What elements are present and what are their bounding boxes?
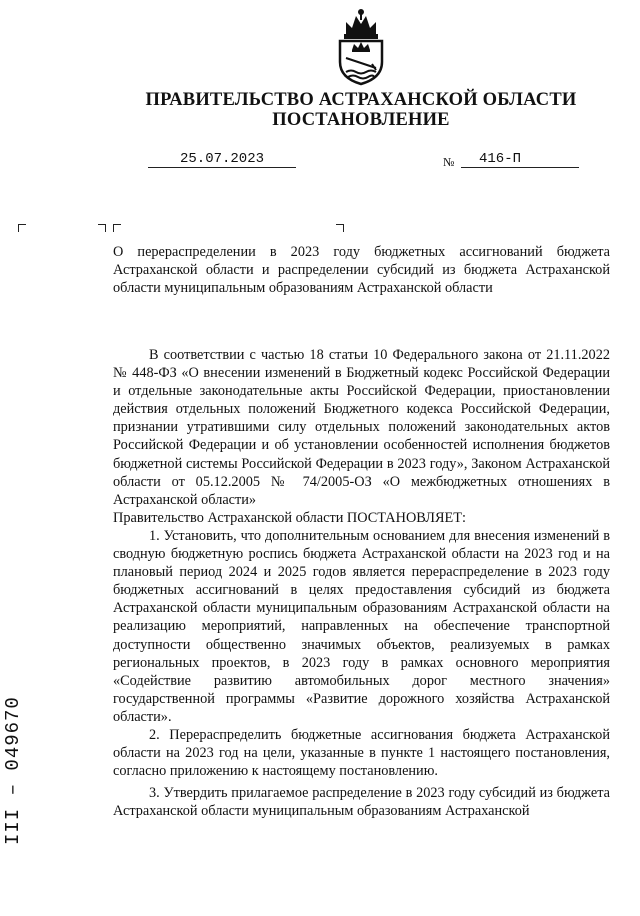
item-1-paragraph: 1. Установить, что дополнительным основанием для внесения изменений в сводную бюджетную роспись бюджета Астраханской области на 2023 год и на плановый период 2024 и 2025 годов является перераспределение в 2023 году бюджетных ассигнований в целях предоставления субсидий из бюджета Астраханской области муниципальным образованиям Астраханской области на реализацию мероприятий, направленных на обеспечение транспортной доступности общественно значимых объектов, реализуемых в рамках региональных проектов, в 2023 году в рамках основного мероприятия «Содействие развитию автомобильных дорог местного значения» государственной программы «Развитие дорожного хозяйства Астраханской области». (113, 527, 610, 725)
decree-line: Правительство Астраханской области ПОСТАНОВЛЯЕТ: (113, 509, 466, 526)
corner-mark-mid-1 (98, 224, 106, 232)
document-number: 416-П (461, 151, 579, 168)
document-subject: О перераспределении в 2023 году бюджетных ассигнований бюджета Астраханской области и распределении субсидий из бюджета Астраханской области муниципальным образованиям Астраханской области (113, 244, 610, 296)
number-sign: № (443, 155, 455, 169)
document-date: 25.07.2023 (148, 151, 296, 168)
item-2-paragraph: 2. Перераспределить бюджетные ассигнования бюджета Астраханской области на 2023 год на цели, указанные в пункте 1 настоящего постановления, согласно приложению к настоящему постановлению. (113, 726, 610, 780)
document-body (113, 346, 610, 820)
corner-mark-mid-2 (113, 224, 121, 232)
document-type-title: ПОСТАНОВЛЕНИЕ (272, 110, 450, 130)
coat-of-arms-icon (332, 8, 390, 86)
item-3-paragraph: 3. Утвердить прилагаемое распределение в 2023 году субсидий из бюджета Астраханской области муниципальным образованиям Астраханской (113, 785, 610, 820)
government-title: ПРАВИТЕЛЬСТВО АСТРАХАНСКОЙ ОБЛАСТИ (145, 90, 577, 110)
corner-mark-right (336, 224, 344, 232)
corner-mark-left (18, 224, 26, 232)
preamble-paragraph: В соответствии с частью 18 статьи 10 Федерального закона от 21.11.2022 № 448-ФЗ «О внесении изменений в Бюджетный кодекс Российской Федерации и отдельные законодательные акты Российской Федерации, приостановлении действия отдельных положений Бюджетного кодекса Российской Федерации, признании утратившими силу отдельных положений законодательных актов Российской Федерации и об установлении особенностей исполнения бюджетов бюджетной системы Российской Федерации в 2023 году», Законом Астраханской области от 05.12.2005 № 74/2005-ОЗ «О межбюджетных отношениях в Астраханской области» (113, 347, 610, 508)
side-stamp: ІІІ – 049670 (2, 696, 24, 845)
